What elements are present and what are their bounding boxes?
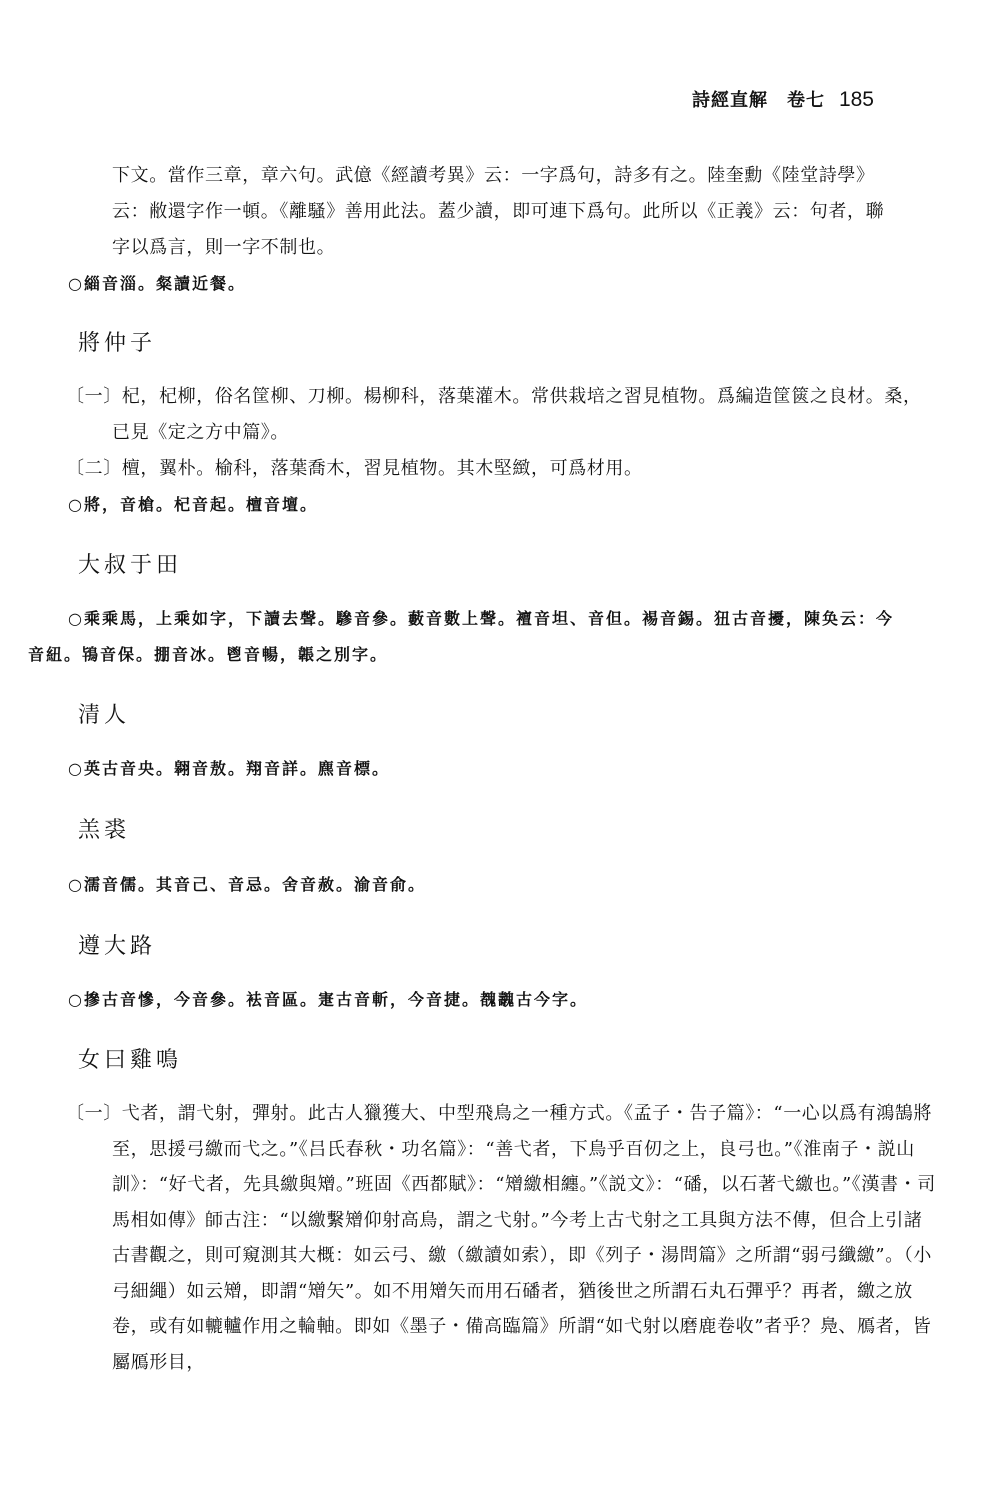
pronunciation-note: ○濡音儒。其音己、音忌。舍音赦。渝音俞。 xyxy=(68,875,426,894)
section-title: 大叔于田 xyxy=(78,553,183,578)
pronunciation-note: ○乘乘馬，上乘如字，下讀去聲。驂音參。藪音數上聲。襢音坦、音但。裼音錫。狃古音擾，陳奂云：今音紐。鴇音保。掤音冰。鬯音暢，韔之別字。 xyxy=(28,609,894,664)
section-title: 清人 xyxy=(78,703,131,728)
section-title: 遵大路 xyxy=(78,934,157,959)
section-title: 將仲子 xyxy=(78,331,157,356)
section-title: 女曰雞鳴 xyxy=(78,1048,183,1073)
annotation-item: 〔一〕弋者，謂弋射，彈射。此古人獵獲大、中型飛鳥之一種方式。《孟子・告子篇》：“一心以爲有鴻鵠將至，思援弓繳而弋之。”《吕氏春秋・功名篇》：“善弋者，下鳥乎百仞之上，良弓也。”《淮南子・説山訓》：“好弋者，先具繳與矰。”班固《西都賦》：“矰繳相纏。”《説文》：“磻，以石著弋繳也。”《漢書・司馬相如傳》師古注：“以繳繫矰仰射高鳥，謂之弋射。”今考上古弋射之工具與方法不傳，但合上引諸古書觀之，則可窺測其大概：如云弓、繳（繳讀如索），即《列子・湯問篇》之所謂“弱弓纖繳”。（小弓細繩）如云矰，即謂“矰矢”。如不用矰矢而用石磻者，猶後世之所謂石丸石彈乎？再者，繳之放卷，或有如轆轤作用之輪軸。即如《墨子・備高臨篇》所謂“如弋射以磨鹿卷收”者乎？鳧、鴈者，皆屬鴈形目， xyxy=(66,1103,936,1373)
page-number: 185 xyxy=(838,88,874,111)
running-header xyxy=(692,86,874,112)
pronunciation-note: ○緇音淄。粲讀近餐。 xyxy=(68,274,246,293)
book-title: 詩經直解 卷七 xyxy=(691,90,825,111)
pronunciation-note: ○摻古音慘，今音參。袪音區。寁古音斬，今音捷。䰩魗古今字。 xyxy=(68,990,588,1009)
section-title: 羔裘 xyxy=(78,818,131,843)
pronunciation-note: ○英古音央。翱音敖。翔音詳。麃音標。 xyxy=(68,759,390,778)
annotation-item: 〔二〕檀，翼朴。榆科，落葉喬木，習見植物。其木堅緻，可爲材用。 xyxy=(66,458,643,479)
intro-paragraph: 下文。當作三章，章六句。武億《經讀考異》云：一字爲句，詩多有之。陸奎勳《陸堂詩學》云：敝還字作一頓。《離騷》善用此法。蓋少讀，即可連下爲句。此所以《正義》云：句者，聯字以爲言，則一字不制也。 xyxy=(112,165,885,258)
annotation-item: 〔一〕杞，杞柳，俗名筐柳、刀柳。楊柳科，落葉灌木。常供栽培之習見植物。爲編造筐篋之良材。桑，已見《定之方中篇》。 xyxy=(66,386,922,443)
pronunciation-note: ○將，音槍。杞音起。檀音壇。 xyxy=(68,495,318,514)
